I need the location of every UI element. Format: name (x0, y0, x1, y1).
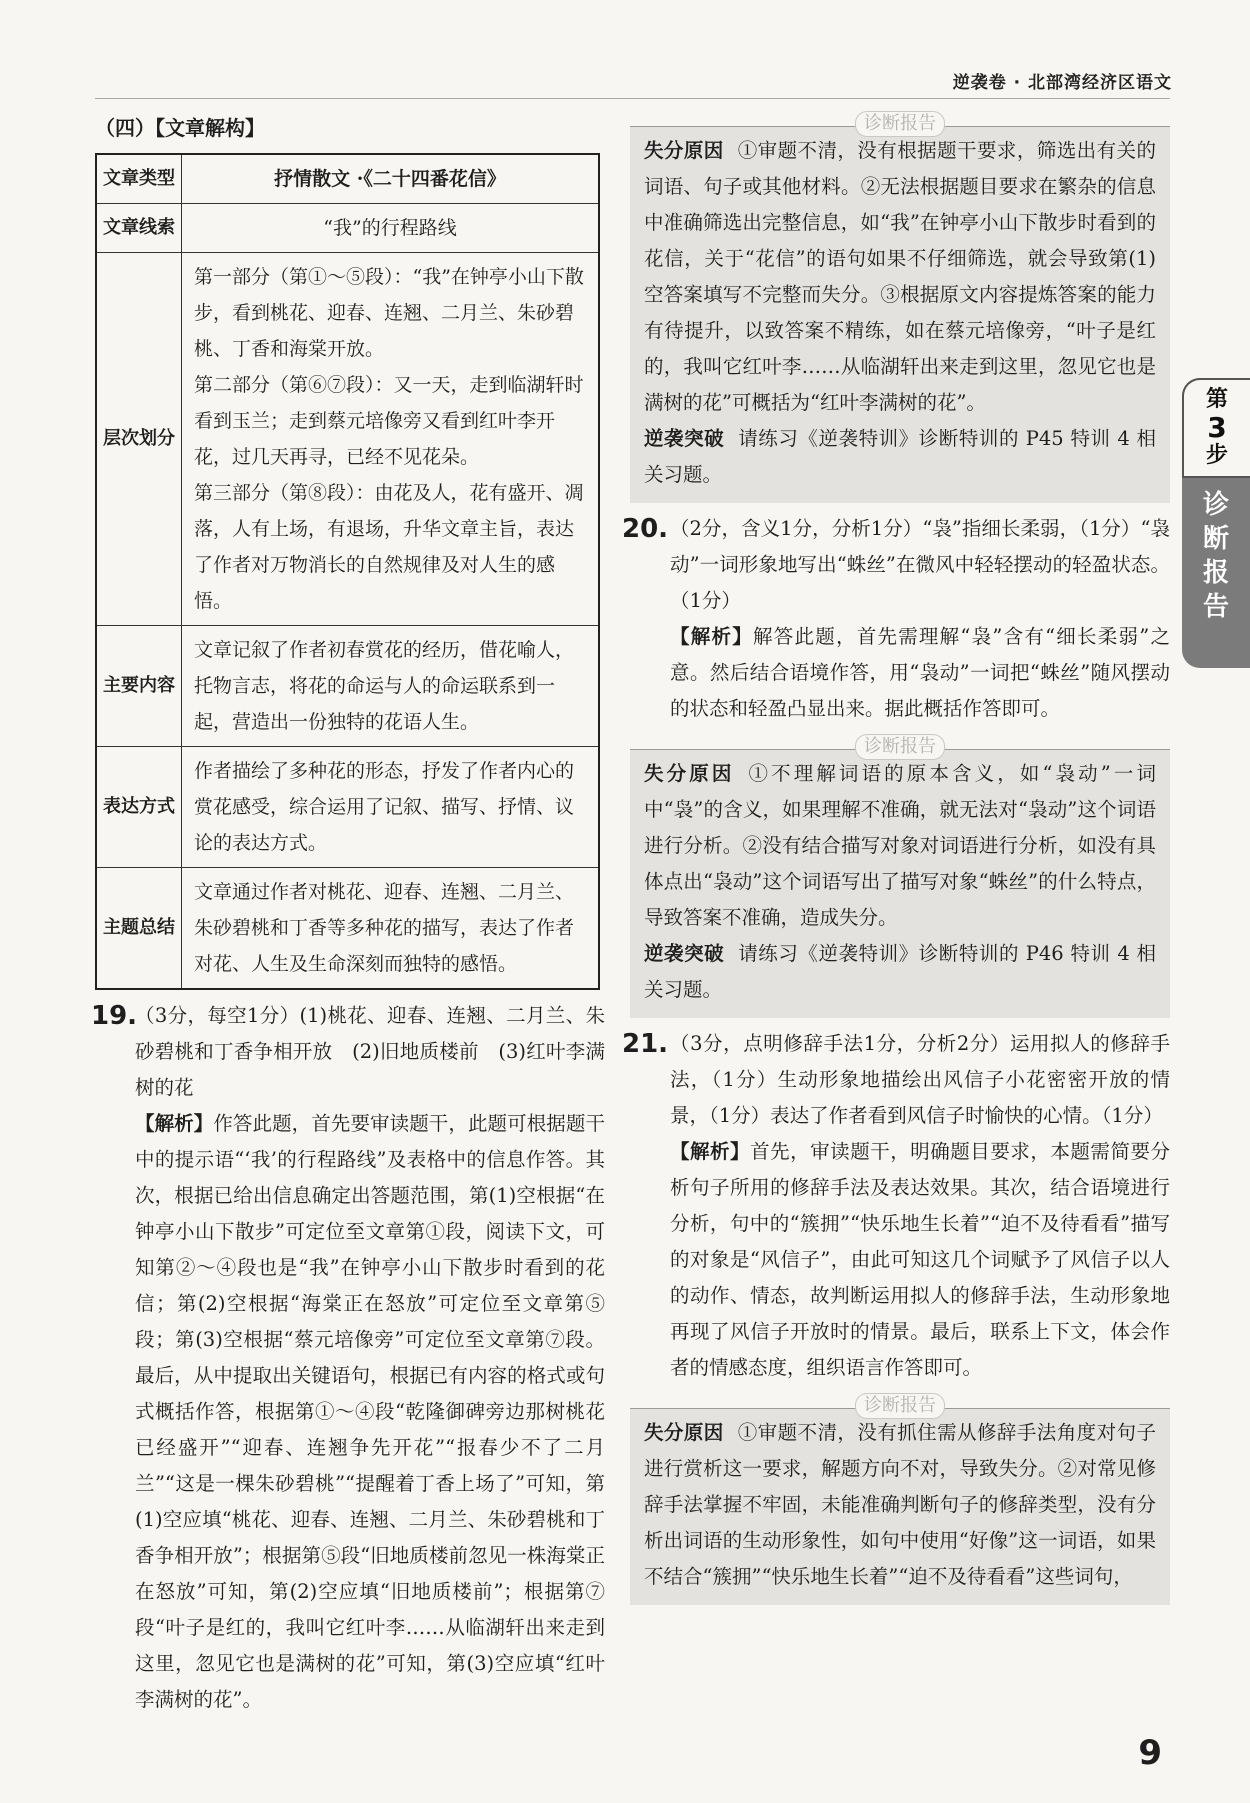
table-row (96, 253, 599, 626)
loss-label: 失分原因 (644, 762, 735, 785)
row-label-layer: 层次划分 (96, 253, 182, 626)
row-value-type: 抒情散文 ·《二十四番花信》 (182, 154, 600, 204)
loss-text: ①审题不清，没有根据题干要求，筛选出有关的词语、句子或其他材料。②无法根据题目要求在繁杂的信息中准确筛选出完整信息，如“我”在钟亭小山下散步时看到的花信，关于“花信”的语句如果不仔细筛选，就会导致第(1)空答案填写不完整而失分。③根据原文内容提炼答案的能力有待提升，以致答案不精练，如在蔡元培像旁，“叶子是红的，我叫它红叶李……从临湖轩出来走到这里，忽见它也是满树的花”可概括为“红叶李满树的花”。 (644, 139, 1156, 414)
page-header: 逆袭卷 · 北部湾经济区语文 (952, 73, 1172, 93)
analysis-tag: 【解析】 (135, 1112, 214, 1135)
breakthrough-label: 逆袭突破 (644, 942, 725, 965)
step-suffix: 步 (1205, 443, 1228, 468)
table-row (96, 154, 599, 204)
table-row (96, 204, 599, 253)
step-number: 3 (1207, 411, 1227, 444)
loss-text: ①不理解词语的原本含义，如“袅动”一词中“袅”的含义，如果理解不准确，就无法对“袅动”这个词语进行分析。②没有结合描写对象对词语进行分析，如没有具体点出“袅动”这个词语写出了描写对象“蛛丝”的什么特点，导致答案不准确，造成失分。 (644, 762, 1156, 929)
diagnosis-box (630, 113, 1170, 503)
loss-text: ①审题不清，没有抓住需从修辞手法角度对句子进行赏析这一要求，解题方向不对，导致失分。②对常见修辞手法掌握不牢固，未能准确判断句子的修辞类型，没有分析出词语的生动形象性，如句中使用“好像”这一词语，如果不结合“簇拥”“快乐地生长着”“迫不及待看看”这些词句， (644, 1421, 1156, 1588)
question-number: 19. (91, 1001, 138, 1031)
loss-label: 失分原因 (644, 139, 724, 162)
analysis-block (135, 1106, 605, 1718)
table-row (96, 747, 599, 868)
step-prefix: 第 (1205, 387, 1228, 412)
step-label (1182, 478, 1250, 668)
diagnosis-box (630, 1395, 1170, 1605)
analysis-block (670, 1134, 1170, 1386)
section-title: （四）【文章解构】 (95, 116, 265, 140)
row-value-theme: 文章通过作者对桃花、迎春、连翘、二月兰、朱砂碧桃和丁香等多种花的描写，表达了作者对花、人生及生命深刻而独特的感悟。 (182, 868, 600, 990)
header-divider (95, 98, 1170, 99)
row-value-express: 作者描绘了多种花的形态，抒发了作者内心的赏花感受，综合运用了记叙、描写、抒情、议论的表达方式。 (182, 747, 600, 868)
row-label-type: 文章类型 (96, 154, 182, 204)
analysis-text: 解答此题，首先需理解“袅”含有“细长柔弱”之意。然后结合语境作答，用“袅动”一词把“蛛丝”随风摆动的状态和轻盈凸显出来。据此概括作答即可。 (670, 625, 1170, 720)
layer-part-1: 第一部分（第①～⑤段）：“我”在钟亭小山下散步，看到桃花、迎春、连翘、二月兰、朱砂碧桃、丁香和海棠开放。 (194, 266, 584, 360)
analysis-text: 作答此题，首先要审读题干，此题可根据题干中的提示语“‘我’的行程路线”及表格中的信息作答。其次，根据已给出信息确定出答题范围，第(1)空根据“在钟亭小山下散步”可定位至文章第①段，阅读下文，可知第②～④段也是“我”在钟亭小山下散步时看到的花信；第(2)空根据“海棠正在怒放”可定位至文章第⑤段；第(3)空根据“蔡元培像旁”可定位至文章第⑦段。最后，从中提取出关键语句，根据已有内容的格式或句式概括作答，根据第①～④段“乾隆御碑旁边那树桃花已经盛开”“迎春、连翘争先开花”“报春少不了二月兰”“这是一棵朱砂碧桃”“提醒着丁香上场了”可知，第(1)空应填“桃花、迎春、连翘、二月兰、朱砂碧桃和丁香争相开放”；根据第⑤段“旧地质楼前忽见一株海棠正在怒放”可知，第(2)空应填“旧地质楼前”；根据第⑦段“叶子是红的，我叫它红叶李……从临湖轩出来走到这里，忽见它也是满树的花”可知，第(3)空应填“红叶李满树的花”。 (135, 1112, 605, 1711)
answer-text: （2分，含义1分，分析1分）“袅”指细长柔弱，（1分）“袅动”一词形象地写出“蛛丝”在微风中轻轻摆动的轻盈状态。（1分） (670, 517, 1170, 612)
row-label-clue: 文章线索 (96, 204, 182, 253)
analysis-block (670, 619, 1170, 727)
diagnosis-label: 诊断报告 (855, 1393, 945, 1419)
layer-part-2: 第二部分（第⑥⑦段）：又一天，走到临湖轩时看到玉兰；走到蔡元培像旁又看到红叶李开花，过几天再寻，已经不见花朵。 (194, 374, 584, 468)
layer-part-3: 第三部分（第⑧段）：由花及人，花有盛开、凋落，人有上场，有退场，升华文章主旨，表达了作者对万物消长的自然规律及对人生的感悟。 (194, 482, 584, 612)
step-side-tab (1182, 378, 1250, 622)
left-column (91, 112, 605, 1718)
table-row (96, 868, 599, 990)
row-value-content: 文章记叙了作者初春赏花的经历，借花喻人，托物言志，将花的命运与人的命运联系到一起，营造出一份独特的花语人生。 (182, 626, 600, 747)
analysis-tag: 【解析】 (670, 625, 753, 648)
question-20 (622, 511, 1170, 727)
question-number: 21. (622, 1029, 669, 1059)
page-number: 9 (1138, 1733, 1162, 1773)
right-column (622, 112, 1170, 1605)
answer-text: （3分，点明修辞手法1分，分析2分）运用拟人的修辞手法，（1分）生动形象地描绘出风信子小花密密开放的情景，（1分）表达了作者看到风信子时愉快的心情。（1分） (670, 1032, 1170, 1127)
breakthrough-label: 逆袭突破 (644, 427, 725, 450)
structure-table (95, 153, 600, 990)
row-label-theme: 主题总结 (96, 868, 182, 990)
diagnosis-label: 诊断报告 (855, 734, 945, 760)
breakthrough-text: 请练习《逆袭特训》诊断特训的 P45 特训 4 相关习题。 (644, 427, 1156, 486)
diagnosis-label: 诊断报告 (855, 111, 945, 137)
row-value-layer (182, 253, 600, 626)
diagnosis-box (630, 736, 1170, 1018)
row-label-express: 表达方式 (96, 747, 182, 868)
loss-label: 失分原因 (644, 1421, 724, 1444)
question-19 (91, 998, 605, 1718)
row-label-content: 主要内容 (96, 626, 182, 747)
row-value-clue: “我”的行程路线 (182, 204, 600, 253)
step-label-text: 诊断报告 (1202, 490, 1229, 622)
question-number: 20. (622, 514, 669, 544)
step-indicator (1182, 378, 1250, 478)
breakthrough-text: 请练习《逆袭特训》诊断特训的 P46 特训 4 相关习题。 (644, 942, 1156, 1001)
answer-text: （3分，每空1分）(1)桃花、迎春、连翘、二月兰、朱砂碧桃和丁香争相开放 (2)旧地质楼前 (3)红叶李满树的花 (135, 1004, 605, 1099)
analysis-text: 首先，审读题干，明确题目要求，本题需简要分析句子所用的修辞手法及表达效果。其次，结合语境进行分析，句中的“簇拥”“快乐地生长着”“迫不及待看看”描写的对象是“风信子”，由此可知这几个词赋予了风信子以人的动作、情态，故判断运用拟人的修辞手法，生动形象地再现了风信子开放时的情景。最后，联系上下文，体会作者的情感态度，组织语言作答即可。 (670, 1140, 1170, 1379)
question-21 (622, 1026, 1170, 1386)
table-row (96, 626, 599, 747)
analysis-tag: 【解析】 (670, 1140, 751, 1163)
